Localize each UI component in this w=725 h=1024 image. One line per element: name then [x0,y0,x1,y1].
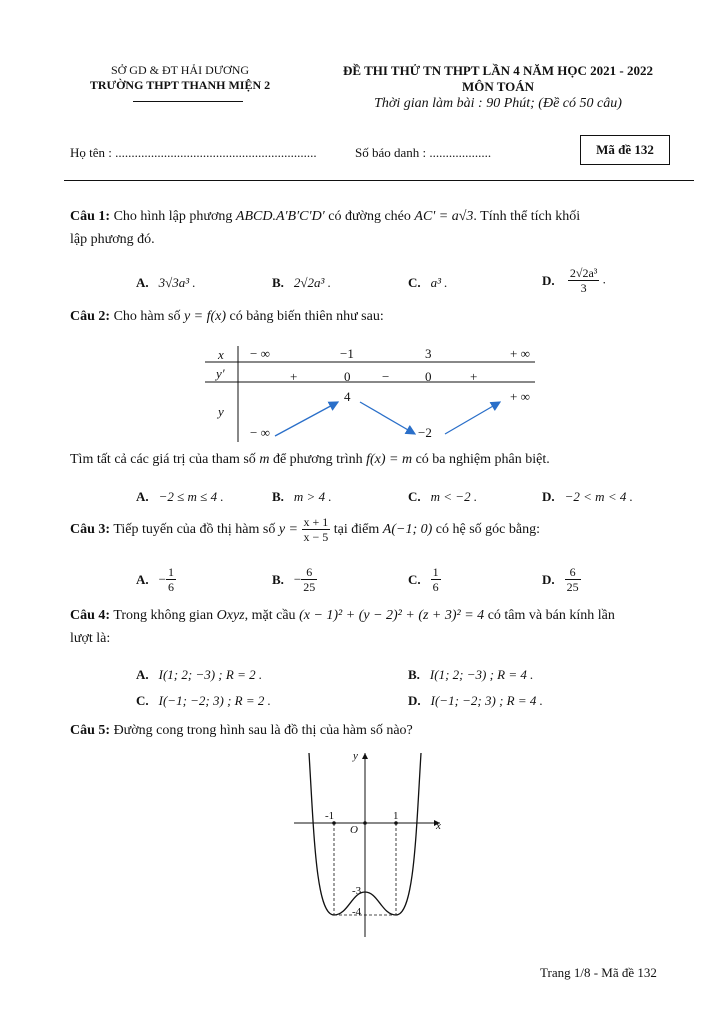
school-name: TRƯỜNG THPT THANH MIỆN 2 [89,78,271,92]
graph-origin-label: O [350,824,358,836]
answer-option-d[interactable]: D. −2 < m < 4 . [542,489,633,504]
question-text: . Tính thể tích khối [473,209,581,224]
time-note: Thời gian làm bài : 90 Phút; (Đề có 50 câu) [374,96,622,111]
question-label: Câu 5: [70,723,111,738]
math-expression: AC' = a√3 [414,209,474,224]
answer-option-c[interactable]: C. a³ . [408,275,448,290]
answer-option-a[interactable]: A. I(1; 2; −3) ; R = 2 . [136,667,263,682]
question-2 [70,305,384,328]
table-y-value: − ∞ [250,425,270,440]
page-footer: Trang 1/8 - Mã đề 132 [540,965,657,980]
exam-title: ĐỀ THI THỬ TN THPT LẦN 4 NĂM HỌC 2021 - 2022 [343,63,653,78]
question-5: Câu 5: Đường cong trong hình sau là đồ thị của hàm số nào? [70,723,413,738]
table-y-value: −2 [418,425,432,440]
function-graph [290,745,450,940]
sbd-field: Số báo danh : ................... [355,145,492,160]
answer-option-c[interactable]: C. m < −2 . [408,489,478,504]
table-y-label: y [218,404,224,419]
question-text: Cho hình lập phương [113,209,233,224]
question-label: Câu 1: [70,209,111,224]
question-text: Cho hàm số [113,309,181,324]
table-sign: 0 [344,369,351,384]
answer-option-b[interactable]: B. I(1; 2; −3) ; R = 4 . [408,667,534,682]
question-3: Câu 3: Tiếp tuyến của đồ thị hàm số y = $\frac{x + 1}{x - 5}$ tại điểm A(−1; 0) có hệ số góc bằng: [70,515,540,545]
answer-option-a[interactable]: A. −2 ≤ m ≤ 4 . [136,489,224,504]
question-text: có bảng biến thiên như sau: [229,309,384,324]
answer-option-c[interactable]: C. $\frac{1}{6}$ [408,565,439,594]
answer-option-d[interactable]: D. $\frac{6}{25}$ [542,565,579,594]
subject-title: MÔN TOÁN [461,79,535,94]
exam-code-box: Mã đề 132 [580,135,670,165]
table-sign: + [470,369,478,384]
question-text: có đường chéo [328,209,411,224]
question-1 [70,205,680,251]
math-expression: y = f(x) [183,309,227,324]
table-y-value: + ∞ [510,389,530,404]
graph-tick-label: -4 [352,906,362,918]
answer-option-b[interactable]: B. 2√2a³ . [272,275,331,290]
department-name: SỞ GD & ĐT HẢI DƯƠNG [110,63,250,77]
header-divider [64,180,694,181]
answer-option-b[interactable]: B. − $\frac{6}{25}$ [272,565,316,594]
graph-y-axis-label: y [353,750,358,762]
table-sign: − [382,369,390,384]
answer-option-b[interactable]: B. m > 4 . [272,489,332,504]
answer-option-a[interactable]: A. − $\frac{1}{6}$ [136,565,174,594]
table-y-value: 4 [344,389,351,404]
table-sign: + [290,369,298,384]
table-x-label: x [218,347,224,362]
table-x-value: −1 [340,346,354,361]
answer-option-d[interactable]: D. I(−1; −2; 3) ; R = 4 . [408,693,543,708]
table-x-value: + ∞ [510,346,530,361]
table-yp-label: y′ [216,366,225,381]
table-sign: 0 [425,369,432,384]
answer-option-d[interactable]: D. $\frac{\text{2√2a³}}{3}$ . [542,266,606,295]
graph-tick-label: -3 [352,885,362,897]
name-field: Họ tên : .............................................................. [70,145,317,160]
math-expression: ABCD.A′B′C′D′ [235,209,325,224]
question-4: Câu 4: Trong không gian Oxyz, mặt cầu (x − 1)² + (y − 2)² + (z + 3)² = 4 có tâm và bán kính lần lượt là: [70,608,615,646]
question-text: lập phương đó. [70,232,155,247]
table-x-value: − ∞ [250,346,270,361]
graph-tick-label: 1 [393,810,399,822]
question-label: Câu 2: [70,309,111,324]
answer-option-a[interactable]: A. 3√3a³ . [136,275,196,290]
question-label: Câu 3: [70,522,111,537]
answer-option-c[interactable]: C. I(−1; −2; 3) ; R = 2 . [136,693,271,708]
graph-tick-label: -1 [325,810,335,822]
table-x-value: 3 [425,346,432,361]
question-2-prompt: Tìm tất cả các giá trị của tham số m để phương trình f(x) = m có ba nghiệm phân biệt. [70,452,550,467]
header-underline [133,101,243,102]
question-label: Câu 4: [70,608,111,623]
graph-x-axis-label: x [436,820,441,832]
